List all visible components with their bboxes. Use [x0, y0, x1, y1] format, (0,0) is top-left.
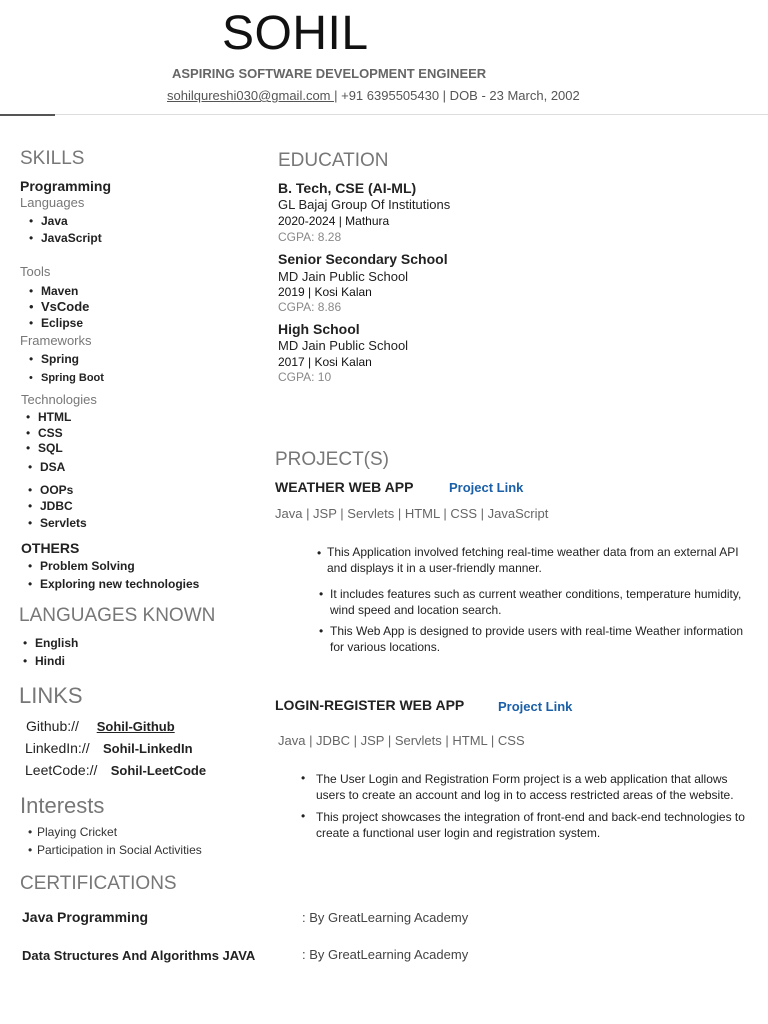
project-stack: Java | JDBC | JSP | Servlets | HTML | CSS: [278, 733, 525, 748]
skill-item: • DSA: [28, 460, 65, 474]
bullet-dot: •: [301, 809, 306, 823]
email-link[interactable]: sohilqureshi030@gmail.com |: [167, 88, 338, 103]
header-divider: [0, 114, 768, 115]
skill-item: • VsCode: [29, 299, 89, 314]
languages-known-heading: LANGUAGES KNOWN: [19, 605, 216, 626]
project-point: This Application involved fetching real-time weather data from an external API and displays it in a user-friendly manner.: [327, 545, 739, 575]
skills-technologies-label: Technologies: [21, 392, 97, 407]
project-stack: Java | JSP | Servlets | HTML | CSS | JavaScript: [275, 506, 549, 521]
skills-programming-label: Programming: [20, 178, 112, 194]
contact-line: [167, 88, 580, 103]
skill-item: • SQL: [26, 441, 63, 455]
education-cgpa: CGPA: 10: [278, 370, 332, 384]
education-title: B. Tech, CSE (AI-ML): [278, 180, 417, 196]
skill-item: • OOPs: [28, 483, 73, 497]
certification-title: Java Programming: [22, 909, 149, 925]
bullet-dot: •: [319, 624, 324, 638]
project-point: The User Login and Registration Form project is a web application that allows users to create an account and log in to access restricted areas of the website.: [316, 772, 734, 802]
certification-issuer: : By GreatLearning Academy: [302, 910, 469, 925]
skills-frameworks-label: Frameworks: [20, 333, 92, 348]
certification-issuer: : By GreatLearning Academy: [302, 947, 469, 962]
link-label: LinkedIn://: [25, 740, 90, 756]
leetcode-link[interactable]: Sohil-LeetCode: [110, 763, 207, 778]
link-row: [25, 762, 206, 780]
skills-tools-label: Tools: [20, 264, 51, 279]
project-link[interactable]: Project Link: [449, 480, 524, 495]
others-heading: OTHERS: [21, 540, 80, 556]
bullet-dot: •: [317, 546, 322, 560]
skill-item: • Servlets: [28, 516, 87, 530]
project-link[interactable]: Project Link: [498, 699, 573, 714]
skill-item: • JDBC: [28, 499, 73, 513]
education-heading: EDUCATION: [278, 150, 389, 171]
project-point: This project showcases the integration of front-end and back-end technologies to create a functional user login and registration system.: [316, 810, 745, 840]
link-label: LeetCode://: [25, 762, 98, 778]
project-title: LOGIN-REGISTER WEB APP: [275, 697, 465, 713]
linkedin-link[interactable]: Sohil-LinkedIn: [102, 741, 193, 756]
header-divider-accent: [0, 114, 55, 116]
interests-heading: Interests: [20, 793, 105, 818]
skill-item: • Spring: [29, 352, 79, 366]
education-title: High School: [278, 321, 360, 337]
education-institution: MD Jain Public School: [278, 269, 409, 284]
certification-title: Data Structures And Algorithms JAVA: [22, 948, 256, 963]
education-institution: MD Jain Public School: [278, 338, 409, 353]
github-link[interactable]: Sohil-Github: [96, 719, 175, 734]
skills-heading: SKILLS: [20, 148, 85, 169]
skill-item: • JavaScript: [29, 231, 102, 245]
skills-languages-label: Languages: [20, 195, 85, 210]
education-cgpa: CGPA: 8.28: [278, 230, 342, 244]
interest-item: • Participation in Social Activities: [28, 843, 202, 857]
skill-item: • HTML: [26, 410, 71, 424]
language-item: • Hindi: [23, 654, 65, 668]
link-row: [26, 718, 175, 736]
education-cgpa: CGPA: 8.86: [278, 300, 342, 314]
projects-heading: PROJECT(S): [275, 449, 389, 470]
skill-item: • Eclipse: [29, 316, 83, 330]
education-meta: 2020-2024 | Mathura: [278, 214, 390, 228]
link-row: [25, 740, 193, 758]
education-institution: GL Bajaj Group Of Institutions: [278, 197, 451, 212]
bullet-dot: •: [301, 771, 306, 785]
project-point: It includes features such as current weather conditions, temperature humidity, wind speed and location search.: [330, 587, 742, 617]
link-label: Github://: [26, 718, 79, 734]
resume-subtitle: ASPIRING SOFTWARE DEVELOPMENT ENGINEER: [172, 66, 487, 81]
skill-item: • Java: [29, 214, 68, 228]
language-item: • English: [23, 636, 78, 650]
skill-item: • Spring Boot: [29, 372, 104, 384]
certifications-heading: CERTIFICATIONS: [20, 873, 177, 894]
resume-name: SOHIL: [222, 7, 369, 60]
education-meta: 2019 | Kosi Kalan: [278, 285, 372, 299]
education-meta: 2017 | Kosi Kalan: [278, 355, 372, 369]
skill-item: • Maven: [29, 284, 78, 298]
interest-item: • Playing Cricket: [28, 825, 117, 839]
bullet-dot: •: [319, 587, 324, 601]
education-title: Senior Secondary School: [278, 251, 448, 267]
other-item: • Problem Solving: [28, 559, 135, 573]
project-point: This Web App is designed to provide users with real-time Weather information for various locations.: [330, 624, 744, 654]
other-item: • Exploring new technologies: [28, 577, 199, 591]
links-heading: LINKS: [19, 683, 83, 708]
contact-details: +91 6395505430 | DOB - 23 March, 2002: [337, 88, 580, 103]
skill-item: • CSS: [26, 426, 63, 440]
project-title: WEATHER WEB APP: [275, 479, 414, 495]
